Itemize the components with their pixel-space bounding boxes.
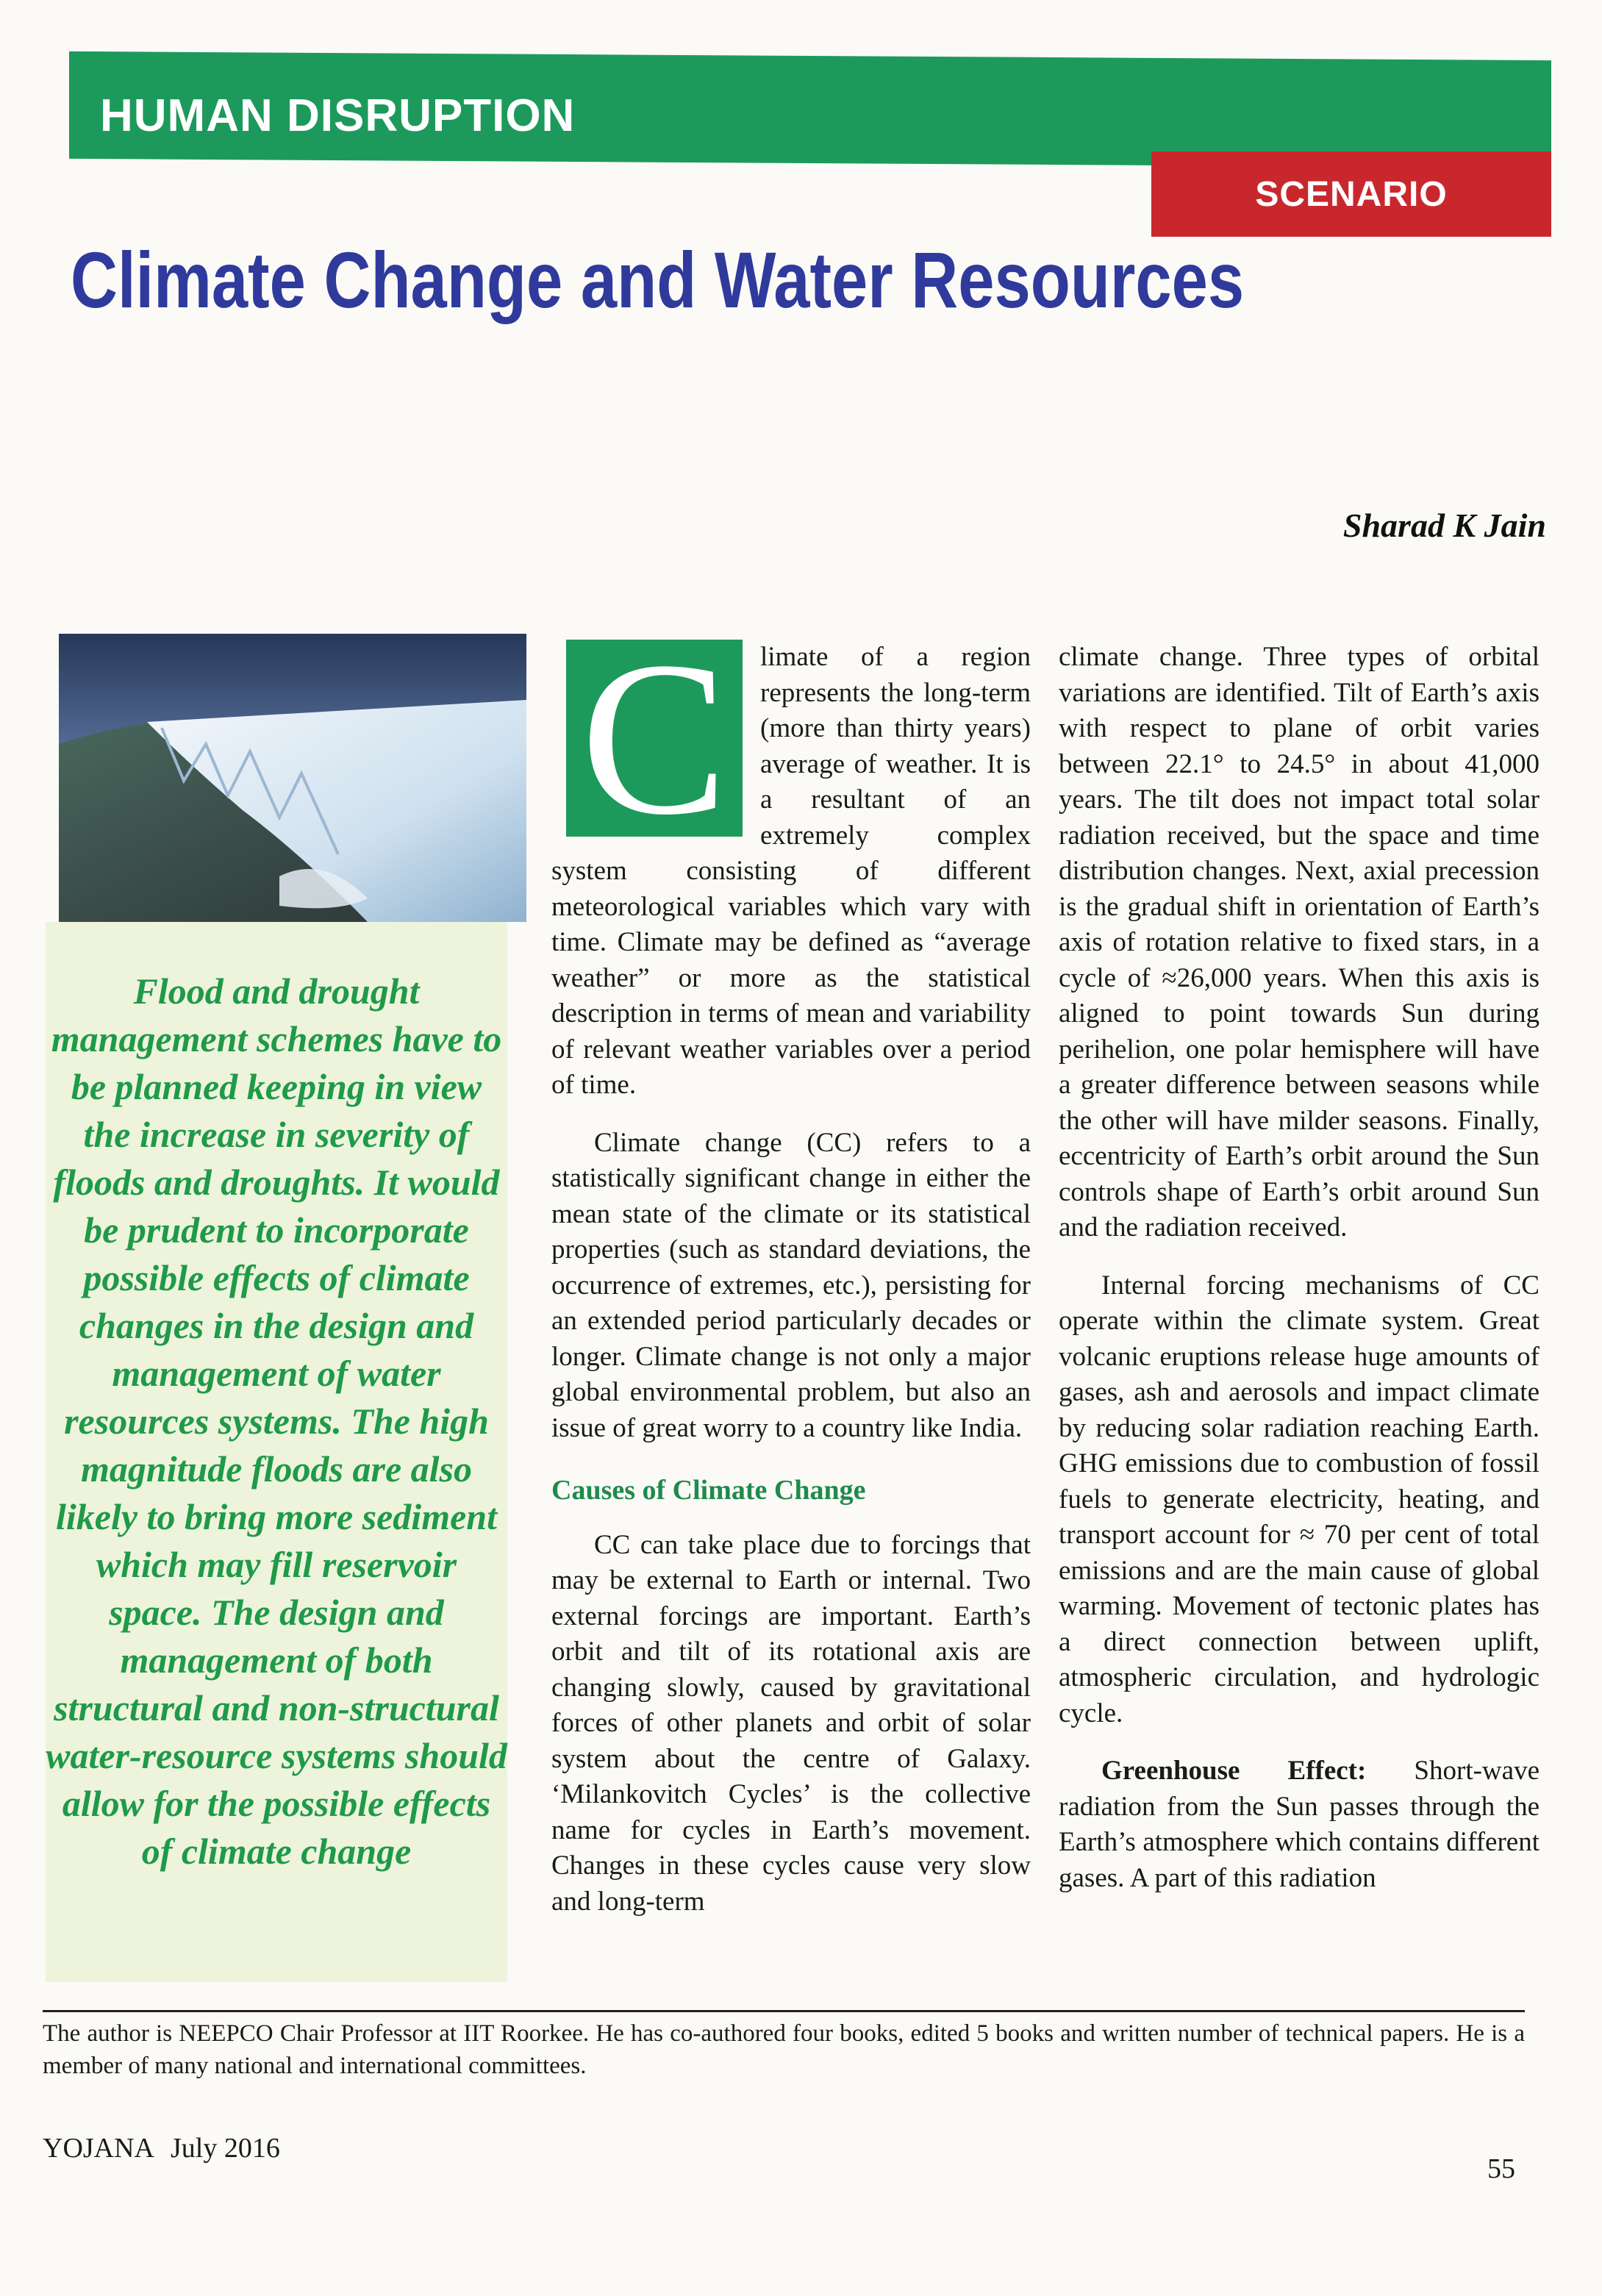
intro-text: limate of a region represents the long-term (more than thirty years) average of weather. It is a resultant of an extremely complex system consisting of different meteorological variables which vary with time. Climate may be defined as “average weather” or more as the statistical description in terms of mean and variability of relevant weather variables over a period of time. — [551, 642, 1031, 1100]
paragraph-internal-forcing: Internal forcing mechanisms of CC operate within the climate system. Great volcanic eruptions release huge amounts of gases, ash and aerosols and impact climate by reducing solar radiation reaching Earth. GHG emissions due to combustion of fossil fuels to generate electricity, heating, and transport account for ≈ 70 per cent of total emissions and are the main cause of global warming. Movement of tectonic plates has a direct connection between uplift, atmospheric circulation, and hydrologic cycle. — [1059, 1270, 1540, 1728]
page-number: 55 — [1487, 2153, 1515, 2184]
paragraph-forcings: CC can take place due to forcings that may be external to Earth or internal. Two external forcings are important. Earth’s orbit and tilt of its rotational axis are changing slowly, caused by gravitational forces of other planets and orbit of solar system about the centre of Galaxy. ‘Milankovitch Cycles’ is the collective name for cycles in Earth’s movement. Changes in these cycles cause very slow and long-term — [551, 1529, 1031, 1917]
article-title: Climate Change and Water Resources — [71, 235, 1245, 324]
author-footnote: The author is NEEPCO Chair Professor at IIT Roorkee. He has co-authored four books, edited 5 books and written number of technical papers. He is a member of many national and international committees. — [43, 2020, 1525, 2079]
heading-causes: Causes of Climate Change — [551, 1475, 866, 1506]
paragraph-greenhouse — [1059, 1753, 1540, 1896]
dropcap: C — [566, 640, 743, 837]
author-byline: Sharad K Jain — [1342, 507, 1546, 544]
section-label: HUMAN DISRUPTION — [100, 90, 576, 141]
article-column-middle — [551, 616, 1031, 1920]
paragraph-orbital: climate change. Three types of orbital variations are identified. Tilt of Earth’s axis with respect to plane of orbit varies between 22.1° to 24.5° in about 41,000 years. The tilt does not impact total solar radiation received, but the space and time distribution changes. Next, axial precession is the gradual shift in orientation of Earth’s axis of rotation relative to fixed stars, in a cycle of ≈26,000 years. When this axis is aligned to point towards Sun during perihelion, one polar hemisphere will have a greater difference between seasons while the other will have milder seasons. Finally, eccentricity of Earth’s orbit around the Sun controls shape of Earth’s orbit around Sun and the radiation received. — [1059, 642, 1540, 1242]
paragraph-climate-change: Climate change (CC) refers to a statistically significant change in either the mean state of the climate or its statistical properties (such as standard deviations, the occurrence of extremes, etc.), persisting for an extended period particularly decades or longer. Climate change is not only a major global environmental problem, but also an issue of great worry to a country like India. — [551, 1127, 1031, 1443]
issue-date: July 2016 — [171, 2133, 280, 2164]
greenhouse-label: Greenhouse Effect: — [1101, 1756, 1367, 1786]
footer-magazine — [43, 2132, 280, 2164]
footnote-divider — [43, 2010, 1525, 2012]
tag-label: SCENARIO — [1255, 174, 1448, 214]
glacier-photo — [59, 634, 526, 922]
intro-paragraph — [551, 616, 1031, 1104]
greenhouse-text: Short-wave radiation from the Sun passes through the Earth’s atmosphere which contains different gases. A part of this radiation — [1059, 1756, 1540, 1893]
pull-quote: Flood and drought management schemes have to be planned keeping in view the increase in severity of floods and droughts. It would be prudent to incorporate possible effects of climate changes in the design and management of water resources systems. The high magnitude floods are also likely to bring more sediment which may fill reservoir space. The design and management of both structural and non-structural water-resource systems should allow for the possible effects of climate change — [46, 970, 507, 1872]
magazine-name: YOJANA — [43, 2133, 154, 2164]
article-column-right — [1059, 640, 1540, 1896]
